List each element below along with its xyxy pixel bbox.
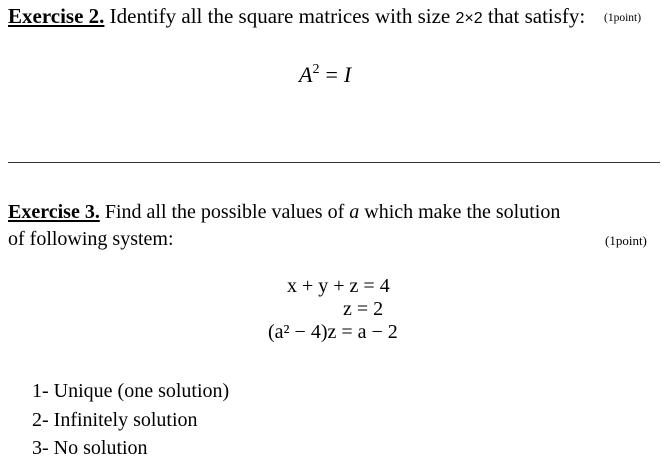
system-equation-2: z = 2	[343, 298, 384, 320]
exercise2-heading: Exercise 2.	[8, 4, 105, 28]
exercise3-variable: a	[349, 201, 360, 223]
exercise2-prompt	[8, 4, 585, 29]
option-infinitely-solution: 2- Infinitely solution	[32, 409, 198, 431]
system-equation-3: (a² − 4)z = a − 2	[268, 321, 398, 343]
section-divider	[8, 162, 660, 163]
equation-rhs: I	[343, 62, 352, 87]
exercise2-matrix-size: 2×2	[455, 10, 483, 27]
equation-lhs-base: A	[299, 62, 313, 87]
exercise2-points: (1point)	[604, 12, 642, 24]
exercise2-prompt-after: that satisfy:	[487, 4, 586, 28]
exercise3-prompt-after: which make the solution	[364, 201, 561, 223]
system-equation-1: x + y + z = 4	[287, 275, 390, 297]
exercise2-equation	[299, 62, 351, 88]
option-no-solution: 3- No solution	[32, 437, 148, 459]
exercise3-prompt-before: Find all the possible values of	[104, 201, 345, 223]
exercise3-points: (1point)	[605, 233, 647, 248]
equation-sign: =	[325, 62, 338, 87]
exercise2-prompt-before: Identify all the square matrices with size	[109, 4, 451, 28]
option-unique-solution: 1- Unique (one solution)	[32, 380, 230, 402]
exercise3-heading: Exercise 3.	[8, 201, 100, 223]
exercise3-prompt	[8, 201, 560, 224]
exercise3-prompt-line2: of following system:	[8, 228, 174, 250]
equation-lhs-exponent: 2	[312, 62, 320, 77]
